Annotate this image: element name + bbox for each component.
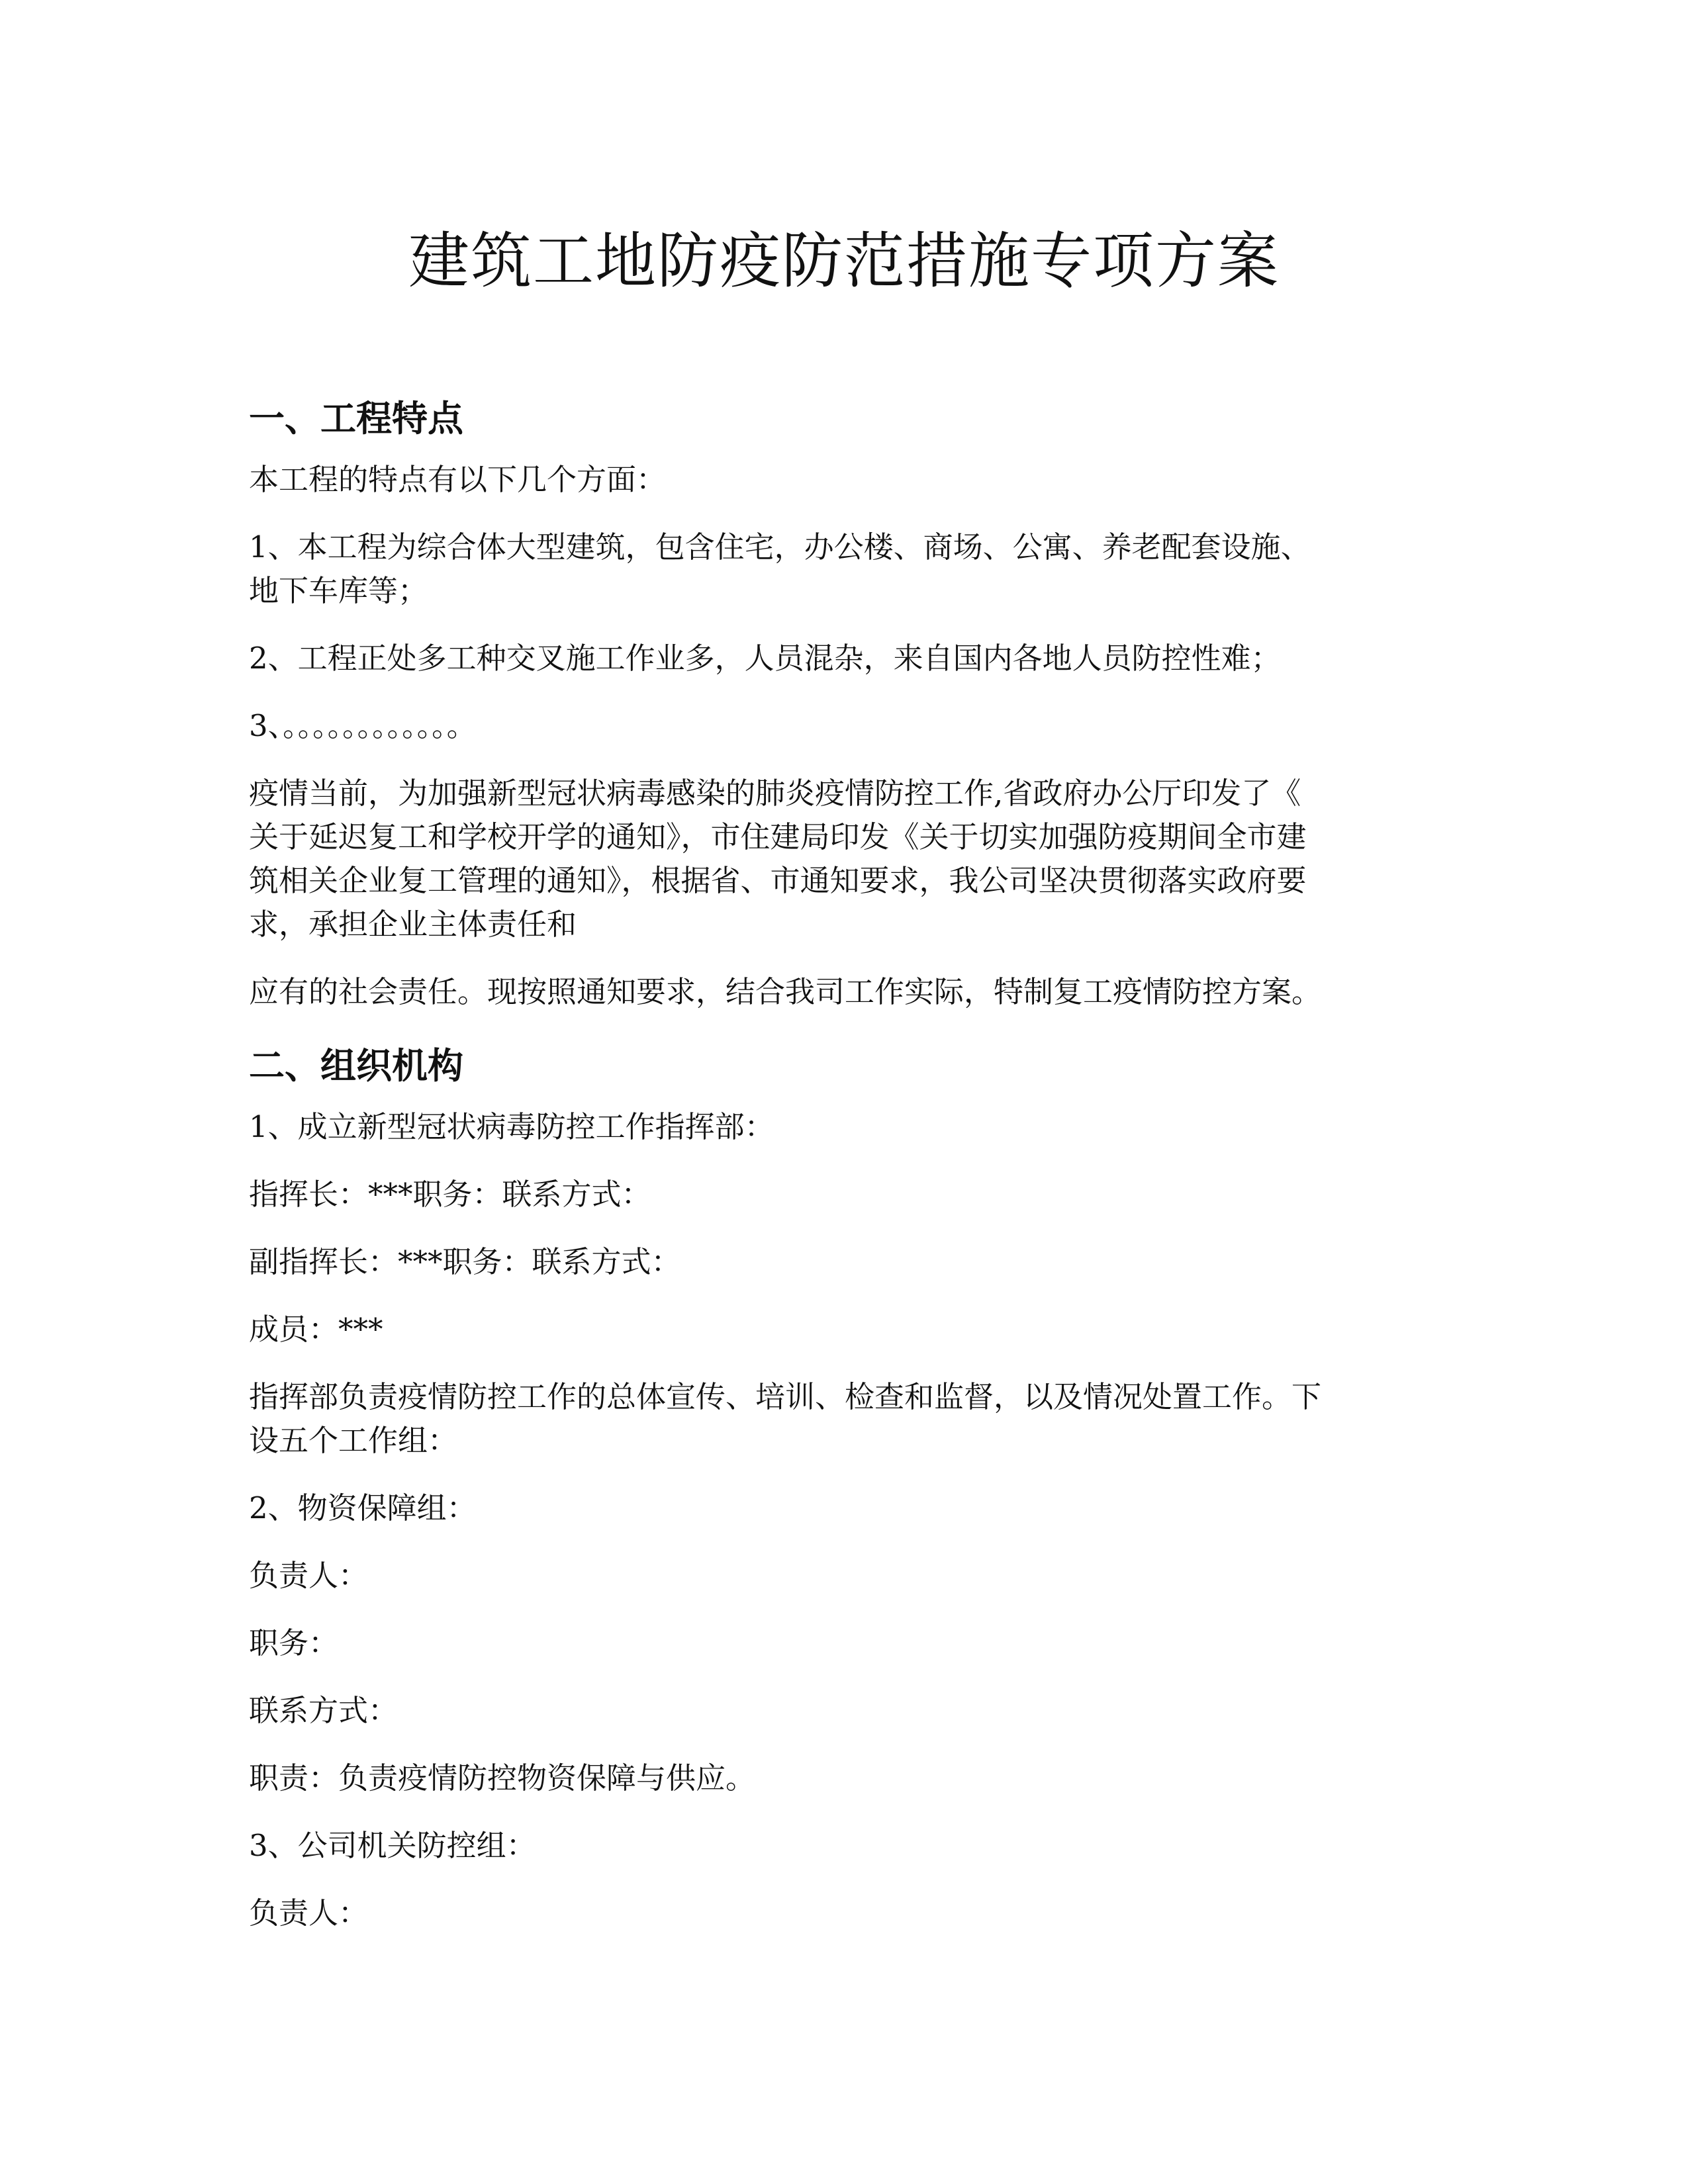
list-item-1-line-1: 1、本工程为综合体大型建筑，包含住宅，办公楼、商场、公寓、养老配套设施、 [249, 529, 1311, 565]
org-description-line-1: 指挥部负责疫情防控工作的总体宣传、培训、检查和监督，以及情况处置工作。下 [249, 1379, 1322, 1414]
paragraph-intro: 本工程的特点有以下几个方面： [249, 462, 667, 497]
org-description-line-2: 设五个工作组： [249, 1423, 458, 1458]
paragraph-background-line-1: 疫情当前，为加强新型冠状病毒感染的肺炎疫情防控工作,省政府办公厅印发了《 [249, 776, 1301, 811]
org-item-2-contact: 联系方式： [249, 1693, 399, 1728]
org-commander: 指挥长：***职务：联系方式： [249, 1177, 651, 1212]
paragraph-background-line-2: 关于延迟复工和学校开学的通知》，市住建局印发《关于切实加强防疫期间全市建 [249, 819, 1307, 854]
section-heading-project-features: 一、工程特点 [249, 397, 463, 439]
document-title: 建筑工地防疫防范措施专项方案 [408, 226, 1280, 296]
list-item-1-line-2: 地下车库等； [249, 573, 428, 608]
list-item-2: 2、工程正处多工种交叉施工作业多，人员混杂，来自国内各地人员防控性难； [249, 641, 1281, 676]
paragraph-background [249, 772, 1440, 946]
org-item-2-duty: 职责：负责疫情防控物资保障与供应。 [249, 1760, 756, 1796]
org-members: 成员：*** [249, 1312, 383, 1347]
org-item-3-leader: 负责人： [249, 1895, 369, 1931]
paragraph-responsibility: 应有的社会责任。现按照通知要求，结合我司工作实际，特制复工疫情防控方案。 [249, 974, 1322, 1009]
org-item-1: 1、成立新型冠状病毒防控工作指挥部： [249, 1109, 774, 1144]
org-item-2-leader: 负责人： [249, 1558, 369, 1593]
section-heading-organization: 二、组织机构 [249, 1044, 463, 1087]
list-item-1 [249, 525, 1440, 613]
org-item-2-position: 职务： [249, 1625, 339, 1661]
org-item-2: 2、物资保障组： [249, 1490, 477, 1525]
paragraph-background-line-4: 求，承担企业主体责任和 [249, 907, 577, 942]
org-item-3: 3、公司机关防控组： [249, 1828, 536, 1863]
org-vice-commander: 副指挥长：***职务：联系方式： [249, 1244, 681, 1279]
document-body [249, 390, 1440, 1959]
paragraph-background-line-3: 筑相关企业复工管理的通知》，根据省、市通知要求，我公司坚决贯彻落实政府要 [249, 863, 1307, 898]
org-description [249, 1375, 1440, 1463]
list-item-3: 3、。。。。。。。。。。。。 [249, 708, 477, 743]
